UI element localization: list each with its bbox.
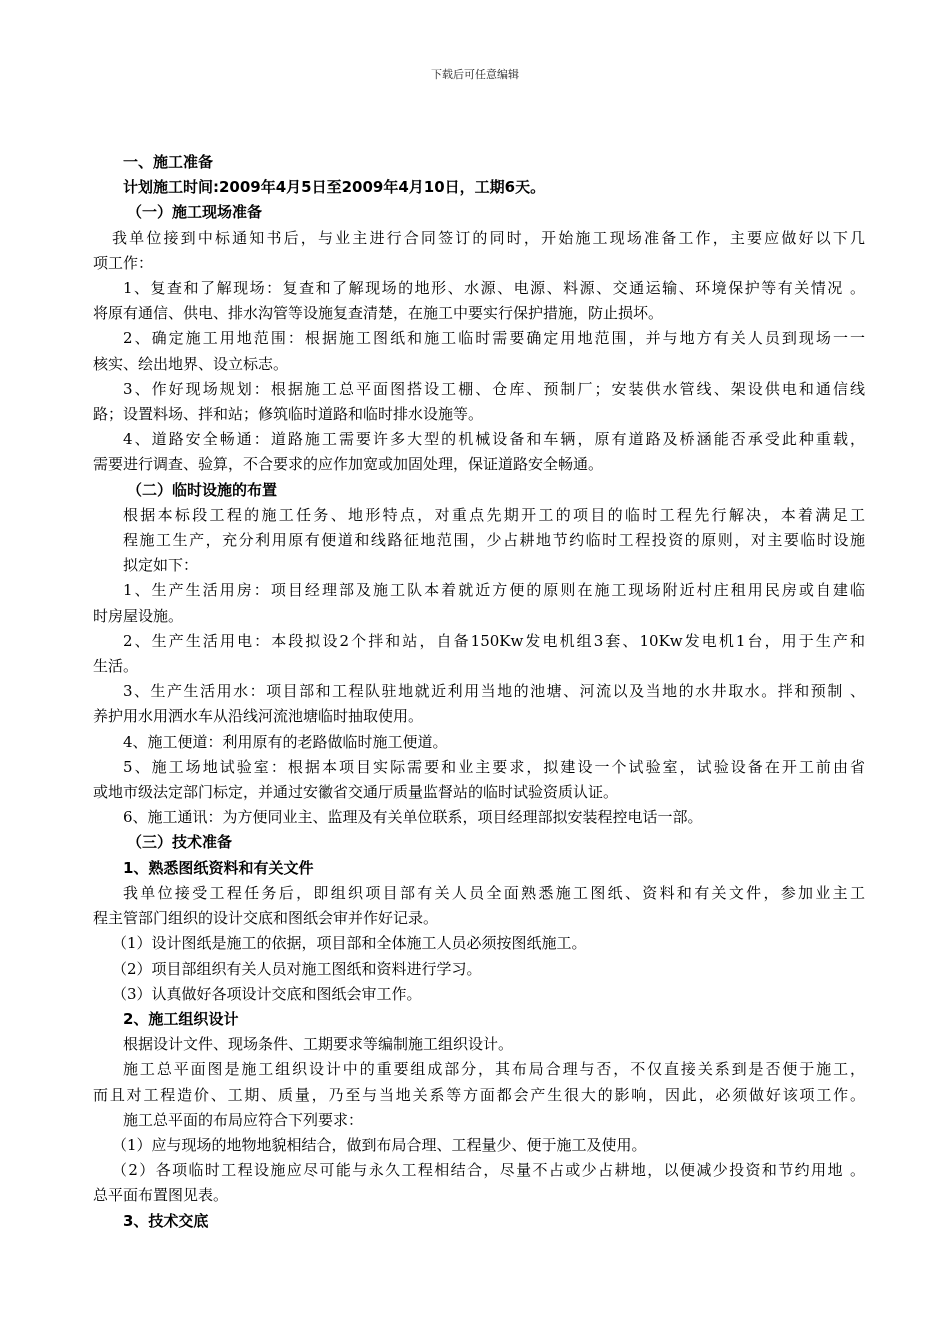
paragraph-line: 1、复查和了解现场：复查和了解现场的地形、水源、电源、料源、交通运输、环境保护等有关情况 。	[123, 279, 865, 298]
paragraph-line: 核实、绘出地界、设立标志。	[93, 354, 289, 373]
paragraph-line: 施工总平面图是施工组织设计中的重要组成部分，其布局合理与否，不仅直接关系到是否便于施工，	[123, 1060, 865, 1079]
paragraph-line: 3、作好现场规划：根据施工总平面图搭设工棚、仓库、预制厂；安装供水管线、架设供电和通信线	[123, 379, 865, 398]
paragraph-line: 养护用水用洒水车从沿线河流池塘临时抽取使用。	[93, 707, 424, 726]
paragraph-line: 时房屋设施。	[93, 606, 184, 625]
paragraph-line: （3）认真做好各项设计交底和图纸会审工作。	[112, 984, 422, 1003]
section-heading: （二）临时设施的布置	[127, 480, 278, 499]
paragraph-line: 2、确定施工用地范围：根据施工图纸和施工临时需要确定用地范围，并与地方有关人员到现场一一	[123, 329, 865, 348]
paragraph-line: 我单位接到中标通知书后，与业主进行合同签订的同时，开始施工现场准备工作，主要应做好以下几	[112, 228, 865, 247]
paragraph-line: 将原有通信、供电、排水沟管等设施复查清楚，在施工中要实行保护措施，防止损坏。	[93, 304, 664, 323]
section-heading: （一）施工现场准备	[127, 203, 263, 222]
document-body	[93, 150, 865, 1234]
paragraph-line: 而且对工程造价、工期、质量，乃至与当地关系等方面都会产生很大的影响，因此，必须做好该项工作。	[93, 1085, 865, 1104]
paragraph-line: 4、道路安全畅通：道路施工需要许多大型的机械设备和车辆，原有道路及桥涵能否承受此种重载，	[123, 430, 865, 449]
paragraph-line: 1、生产生活用房：项目经理部及施工队本着就近方便的原则在施工现场附近村庄租用民房或自建临	[123, 581, 865, 600]
paragraph-line: （1）设计图纸是施工的依据，项目部和全体施工人员必须按图纸施工。	[112, 934, 587, 953]
paragraph-line: 需要进行调查、验算，不合要求的应作加宽或加固处理，保证道路安全畅通。	[93, 455, 604, 474]
paragraph-line: 或地市级法定部门标定，并通过安徽省交通厅质量监督站的临时试验资质认证。	[93, 783, 619, 802]
paragraph-line: 4、施工便道：利用原有的老路做临时施工便道。	[123, 732, 448, 751]
paragraph-line: 项工作：	[93, 253, 154, 272]
paragraph-line: （2）各项临时工程设施应尽可能与永久工程相结合，尽量不占或少占耕地，以便减少投资和节约用地 。	[112, 1161, 865, 1180]
paragraph-line: （1）应与现场的地物地貌相结合，做到布局合理、工程量少、便于施工及使用。	[112, 1135, 647, 1154]
paragraph-line: 5、施工场地试验室：根据本项目实际需要和业主要求，拟建设一个试验室，试验设备在开工前由省	[123, 757, 865, 776]
section-heading: 2、施工组织设计	[123, 1009, 239, 1028]
section-heading: 3、技术交底	[123, 1211, 209, 1230]
paragraph-line: 程施工生产，充分利用原有便道和线路征地范围，少占耕地节约临时工程投资的原则，对主要临时设施	[123, 531, 865, 550]
paragraph-line: 2、生产生活用电：本段拟设2个拌和站，自备150Kw发电机组3套、10Kw发电机1台，用于生产和	[123, 631, 865, 650]
paragraph-line: 程主管部门组织的设计交底和图纸会审并作好记录。	[93, 909, 439, 928]
paragraph-line: 根据本标段工程的施工任务、地形特点，对重点先期开工的项目的临时工程先行解决，本着满足工	[123, 505, 865, 524]
paragraph-line: 总平面布置图见表。	[93, 1186, 229, 1205]
section-heading: （三）技术准备	[127, 833, 233, 852]
paragraph-line: 6、施工通讯：为方便同业主、监理及有关单位联系，项目经理部拟安装程控电话一部。	[123, 808, 703, 827]
paragraph-line: 路；设置料场、拌和站；修筑临时道路和临时排水设施等。	[93, 405, 484, 424]
paragraph-line: 拟定如下：	[123, 556, 199, 575]
paragraph-line: 生活。	[93, 657, 139, 676]
section-heading: 1、熟悉图纸资料和有关文件	[123, 858, 314, 877]
paragraph-line: （2）项目部组织有关人员对施工图纸和资料进行学习。	[112, 959, 482, 978]
paragraph-line: 3、生产生活用水：项目部和工程队驻地就近利用当地的池塘、河流以及当地的水井取水。拌和预制 、	[123, 682, 865, 701]
section-heading: 一、施工准备	[123, 153, 214, 171]
section-heading: 计划施工时间:2009年4月5日至2009年4月10日，工期6天。	[123, 178, 546, 197]
page-header: 下载后可任意编辑	[431, 68, 519, 81]
paragraph-line: 我单位接受工程任务后，即组织项目部有关人员全面熟悉施工图纸、资料和有关文件，参加业主工	[123, 883, 865, 902]
paragraph-line: 根据设计文件、现场条件、工期要求等编制施工组织设计。	[123, 1035, 514, 1054]
paragraph-line: 施工总平面的布局应符合下列要求：	[123, 1110, 364, 1129]
